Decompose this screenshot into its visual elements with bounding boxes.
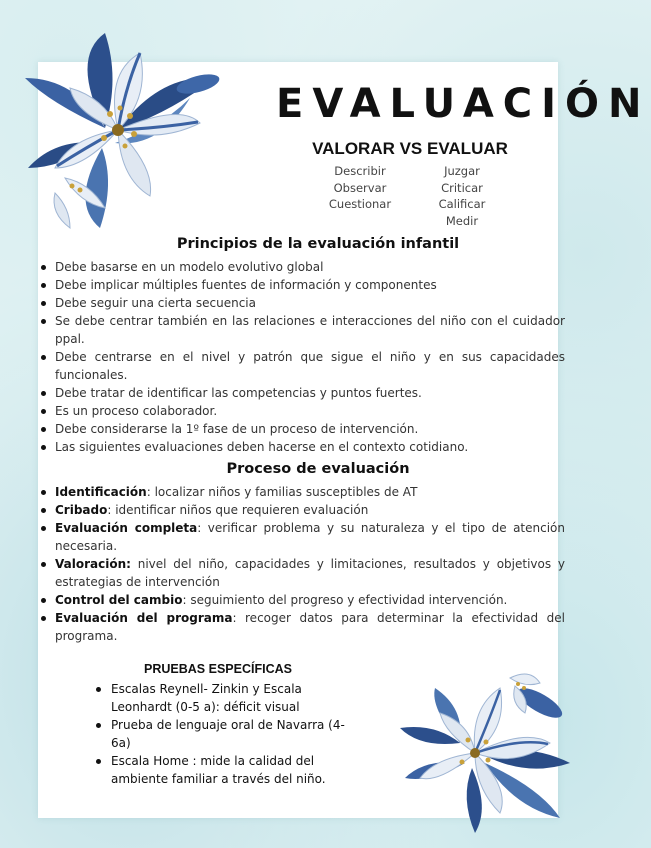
verb-item: Describir — [334, 164, 386, 178]
page-title: EVALUACIÓN — [276, 81, 651, 127]
list-item — [38, 501, 565, 519]
list-item: Debe basarse en un modelo evolutivo global — [38, 258, 565, 276]
evaluar-verbs-column — [424, 163, 500, 229]
definition: : seguimiento del progreso y efectividad intervención. — [182, 593, 508, 607]
term: Evaluación del programa — [55, 611, 233, 625]
verb-item: Observar — [333, 180, 387, 195]
section-subtitle: VALORAR VS EVALUAR — [312, 139, 508, 158]
verb-item: Criticar — [441, 180, 483, 195]
principios-list — [38, 258, 565, 456]
definition: : recoger datos para determinar la efectividad del programa. — [55, 611, 565, 643]
pruebas-heading: PRUEBAS ESPECÍFICAS — [144, 662, 292, 676]
list-item: Las siguientes evaluaciones deben hacerse en el contexto cotidiano. — [38, 438, 565, 456]
flower-illustration-top-left — [10, 18, 240, 233]
list-item: Debe implicar múltiples fuentes de información y componentes — [38, 276, 565, 294]
list-item: Debe centrarse en el nivel y patrón que sigue el niño y en sus capacidades funcionales. — [38, 348, 565, 384]
principios-heading: Principios de la evaluación infantil — [176, 236, 460, 252]
term: Control del cambio — [55, 593, 183, 607]
term: Cribado — [55, 503, 108, 517]
list-item: Es un proceso colaborador. — [38, 402, 565, 420]
proceso-list — [38, 483, 565, 645]
list-item: Se debe centrar también en las relaciones e interacciones del niño con el cuidador ppal. — [38, 312, 565, 348]
definition: : verificar problema y su naturaleza y el tipo de atención necesaria. — [55, 521, 566, 553]
verb-item: Cuestionar — [328, 197, 392, 212]
list-item: Escala Home : mide la calidad del ambiente familiar a través del niño. — [94, 752, 362, 788]
list-item: Escalas Reynell- Zinkin y Escala Leonhardt (0-5 a): déficit visual — [94, 680, 362, 716]
pruebas-list — [94, 680, 362, 788]
list-item — [38, 609, 565, 645]
definition: : localizar niños y familias susceptibles de AT — [146, 485, 418, 499]
verb-item: Medir — [445, 213, 479, 228]
definition: : identificar niños que requieren evaluación — [107, 503, 369, 517]
term: Evaluación completa — [55, 521, 198, 535]
verb-item: Calificar — [438, 197, 486, 212]
list-item: Debe tratar de identificar las competencias y puntos fuertes. — [38, 384, 565, 402]
list-item: Debe seguir una cierta secuencia — [38, 294, 565, 312]
verb-item: Juzgar — [444, 164, 480, 178]
list-item — [38, 519, 565, 555]
proceso-heading: Proceso de evaluación — [226, 461, 410, 477]
term: Identificación — [55, 485, 147, 499]
list-item: Debe considerarse la 1º fase de un proceso de intervención. — [38, 420, 565, 438]
term: Valoración: — [55, 557, 131, 571]
list-item — [38, 591, 565, 609]
list-item — [38, 483, 565, 501]
definition: nivel del niño, capacidades y limitaciones, resultados y objetivos y estrategias de intervención — [55, 557, 565, 589]
flower-illustration-bottom-right — [390, 668, 590, 838]
list-item: Prueba de lenguaje oral de Navarra (4-6a) — [94, 716, 362, 752]
valorar-verbs-column — [322, 163, 398, 213]
list-item — [38, 555, 565, 591]
